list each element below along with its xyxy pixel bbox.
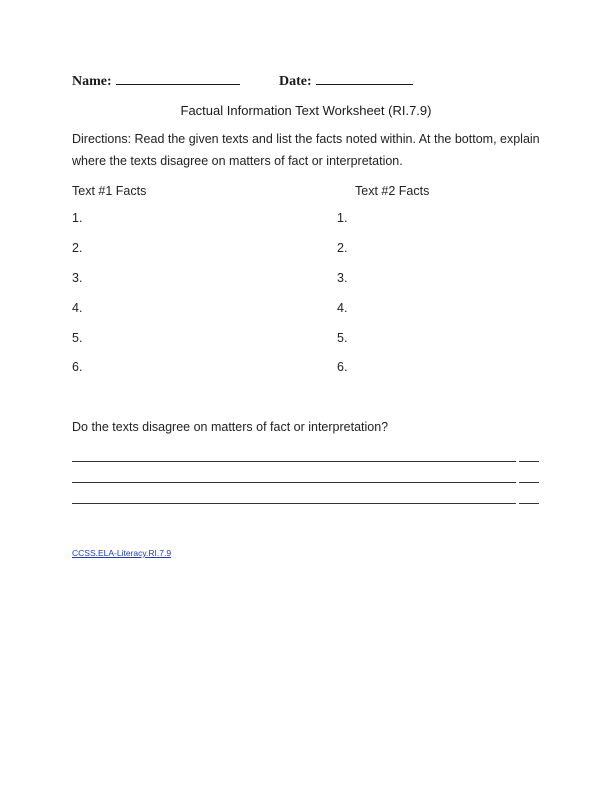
date-label: Date: — [279, 74, 312, 89]
date-field[interactable] — [279, 72, 413, 90]
standard-link[interactable]: CCSS.ELA-Literacy.RI.7.9 — [72, 548, 172, 558]
question-text: Do the texts disagree on matters of fact or interpretation? — [72, 420, 389, 434]
list-item: 2. — [337, 241, 348, 255]
date-blank[interactable] — [316, 72, 413, 85]
answer-line[interactable] — [72, 482, 539, 483]
list-item: 3. — [72, 271, 83, 285]
list-item: 4. — [72, 301, 83, 315]
worksheet-title: Factual Information Text Worksheet (RI.7.9) — [180, 103, 432, 118]
answer-line[interactable] — [72, 503, 539, 504]
list-item: 2. — [72, 241, 83, 255]
list-item: 1. — [72, 211, 83, 225]
list-item: 3. — [337, 271, 348, 285]
name-blank[interactable] — [116, 72, 240, 85]
list-item: 5. — [337, 331, 348, 345]
list-item: 1. — [337, 211, 348, 225]
column-heading-text1: Text #1 Facts — [72, 184, 147, 198]
list-item: 6. — [337, 360, 348, 374]
name-label: Name: — [72, 74, 112, 89]
directions-text: Directions: Read the given texts and list the facts noted within. At the bottom, explain where the texts disagree on matters of fact or interpretation. — [72, 132, 540, 168]
answer-line[interactable] — [72, 461, 539, 462]
column-heading-text2: Text #2 Facts — [355, 184, 430, 198]
list-item: 5. — [72, 331, 83, 345]
name-field[interactable] — [72, 72, 240, 90]
list-item: 6. — [72, 360, 83, 374]
list-item: 4. — [337, 301, 348, 315]
